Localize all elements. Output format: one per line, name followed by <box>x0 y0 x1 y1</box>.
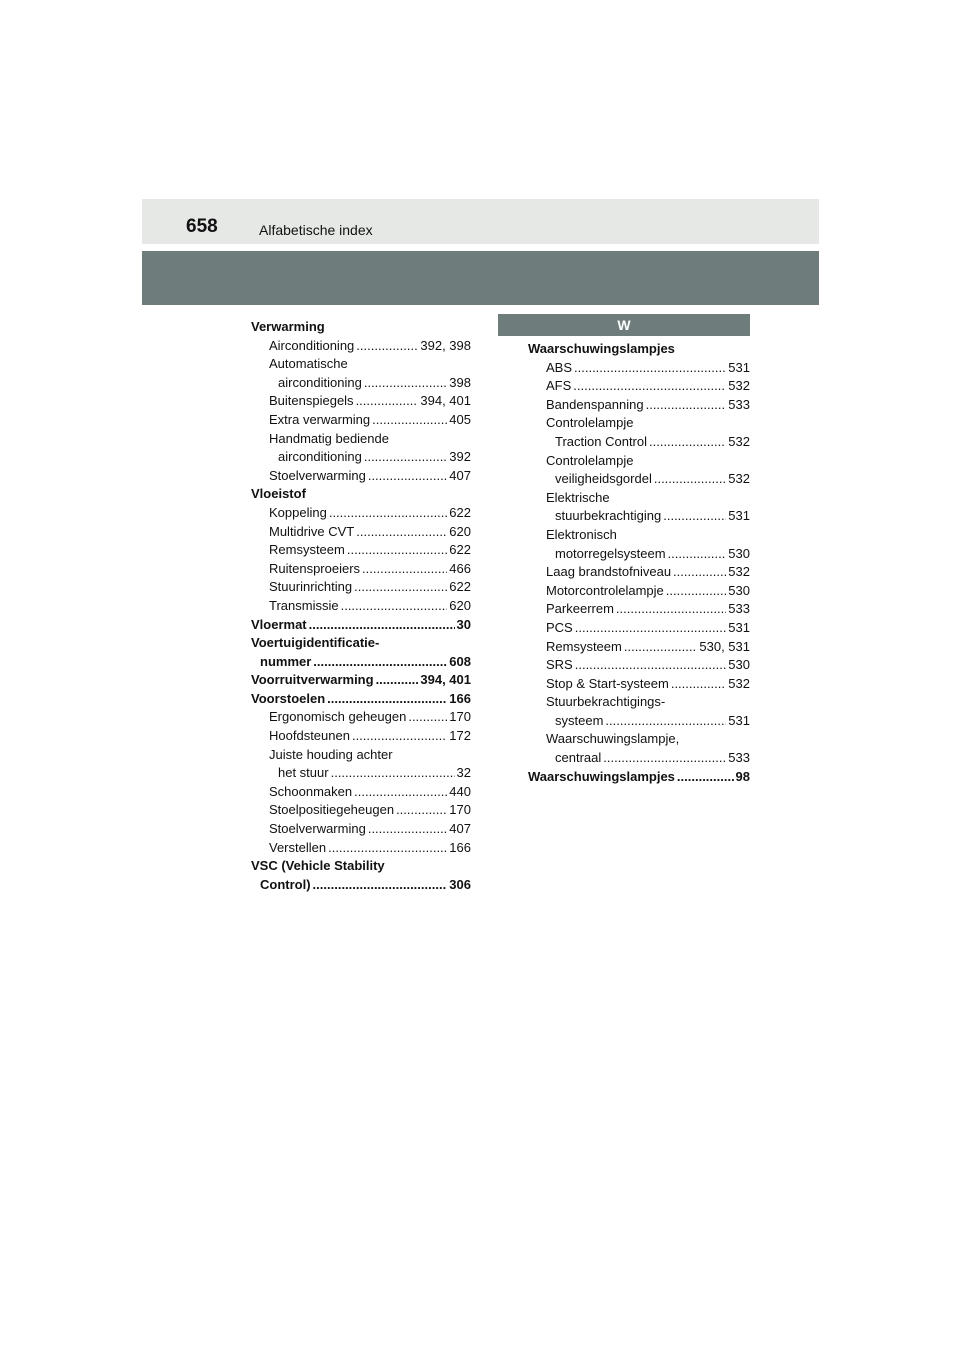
dot-leader <box>347 541 447 560</box>
index-entry <box>251 374 471 393</box>
index-entry-label: Traction Control <box>555 433 647 449</box>
index-entry-page[interactable]: 531 <box>728 712 750 728</box>
dot-leader <box>605 712 726 731</box>
index-entry-label: Handmatig bediende <box>269 430 389 446</box>
index-entry-page[interactable]: 398 <box>449 374 471 390</box>
index-entry-label: airconditioning <box>278 374 362 390</box>
index-entry <box>251 541 471 560</box>
index-entry-label: Extra verwarming <box>269 411 371 427</box>
index-entry-page[interactable]: 530 <box>728 657 750 673</box>
index-entry <box>251 318 471 337</box>
index-entry-page[interactable]: 532 <box>728 564 750 580</box>
dot-leader <box>646 396 727 415</box>
index-entry-page[interactable]: 407 <box>449 821 471 837</box>
index-entry-page[interactable]: 32 <box>456 765 471 781</box>
index-entry-page[interactable]: 622 <box>449 542 471 558</box>
index-entry-page[interactable]: 392 <box>449 449 471 465</box>
dot-leader <box>364 448 447 467</box>
index-entry-label: nummer <box>260 653 312 669</box>
dot-leader <box>671 675 726 694</box>
index-entry <box>528 377 750 396</box>
index-entry-label: Ruitensproeiers <box>269 560 361 576</box>
index-entry-page[interactable]: 532 <box>728 471 750 487</box>
index-entry <box>528 340 750 359</box>
index-entry-page[interactable]: 407 <box>449 467 471 483</box>
dot-leader <box>341 597 448 616</box>
index-entry-label: Voorstoelen <box>251 690 326 706</box>
dot-leader <box>575 656 727 675</box>
index-entry <box>528 489 750 508</box>
index-entry-label: Hoofdsteunen <box>269 728 350 744</box>
index-entry-page[interactable]: 166 <box>449 839 471 855</box>
index-entry-label: Schoonmaken <box>269 783 353 799</box>
index-entry-label: Laag brandstofniveau <box>546 564 672 580</box>
dot-leader <box>396 801 447 820</box>
index-entry <box>528 656 750 675</box>
index-entry <box>251 504 471 523</box>
index-entry-page[interactable]: 530 <box>728 545 750 561</box>
index-entry-label: Waarschuwingslampje, <box>546 731 680 747</box>
index-entry <box>251 355 471 374</box>
index-entry-label: Remsysteem <box>269 542 345 558</box>
index-entry-label: airconditioning <box>278 449 362 465</box>
index-entry-label: Elektrische <box>546 489 610 505</box>
dot-leader <box>663 507 726 526</box>
index-entry-label: Vloermat <box>251 616 307 632</box>
index-entry-label: centraal <box>555 750 602 766</box>
dot-leader <box>408 708 447 727</box>
index-entry <box>251 392 471 411</box>
index-entry-label: PCS <box>546 619 573 635</box>
index-entry-label: Voertuigidentificatie- <box>251 635 380 651</box>
index-entry-page[interactable]: 531 <box>728 619 750 635</box>
index-entry <box>251 801 471 820</box>
index-entry <box>528 526 750 545</box>
index-entry-page[interactable]: 620 <box>449 597 471 613</box>
index-entry-label: SRS <box>546 657 573 673</box>
index-entry-label: systeem <box>555 712 604 728</box>
dot-leader <box>624 638 698 657</box>
index-entry-page[interactable]: 166 <box>449 690 471 706</box>
index-entry-label: motorregelsysteem <box>555 545 666 561</box>
index-entry-label: Verstellen <box>269 839 327 855</box>
index-entry-label: Automatische <box>269 356 348 372</box>
index-entry-page[interactable]: 530 <box>728 582 750 598</box>
dot-leader <box>368 467 447 486</box>
index-entry-page[interactable]: 530, 531 <box>699 638 750 654</box>
index-entry-page[interactable]: 30 <box>456 616 471 632</box>
index-entry-label: VSC (Vehicle Stability <box>251 858 385 874</box>
index-entry-label: Multidrive CVT <box>269 523 355 539</box>
dot-leader <box>331 764 455 783</box>
dot-leader <box>329 504 447 523</box>
index-entry-label: veiligheidsgordel <box>555 471 652 487</box>
index-entry-label: Motorcontrolelampje <box>546 582 664 598</box>
index-entry-label: Ergonomisch geheugen <box>269 709 407 725</box>
index-entry-label: Controlelampje <box>546 415 634 431</box>
dot-leader <box>666 582 727 601</box>
index-entry <box>251 411 471 430</box>
index-entry <box>251 839 471 858</box>
dot-leader <box>354 578 447 597</box>
index-entry <box>251 764 471 783</box>
index-entry <box>251 820 471 839</box>
index-entry-label: Remsysteem <box>546 638 622 654</box>
index-column-left <box>251 318 471 894</box>
index-entry <box>528 452 750 471</box>
index-entry-page[interactable]: 405 <box>449 411 471 427</box>
index-entry-page[interactable]: 532 <box>728 675 750 691</box>
dot-leader <box>309 616 455 635</box>
index-entry-label: Elektronisch <box>546 526 617 542</box>
index-entry <box>528 507 750 526</box>
dot-leader <box>328 839 447 858</box>
index-entry-label: Stop & Start-systeem <box>546 675 669 691</box>
index-entry-page[interactable]: 170 <box>449 709 471 725</box>
dot-leader <box>356 523 447 542</box>
index-entry-label: Parkeerrem <box>546 601 614 617</box>
dot-leader <box>376 671 419 690</box>
index-entry <box>528 433 750 452</box>
dot-leader <box>313 653 447 672</box>
index-entry <box>528 470 750 489</box>
index-entry <box>251 634 471 653</box>
index-entry-page[interactable]: 170 <box>449 802 471 818</box>
index-entry-page[interactable]: 172 <box>449 728 471 744</box>
index-entry-page[interactable]: 531 <box>728 508 750 524</box>
index-entry <box>251 616 471 635</box>
index-entry-label: Waarschuwingslampjes <box>528 341 675 356</box>
index-entry-page[interactable]: 533 <box>728 396 750 412</box>
dot-leader <box>654 470 726 489</box>
index-entry-page[interactable]: 306 <box>449 876 471 892</box>
dot-leader <box>368 820 447 839</box>
index-entry <box>251 523 471 542</box>
dot-leader <box>327 690 447 709</box>
index-entry <box>528 749 750 768</box>
index-entry-page[interactable]: 533 <box>728 750 750 766</box>
dot-leader <box>677 768 734 787</box>
index-entry-page[interactable]: 394, 401 <box>420 393 471 409</box>
index-entry-label: Verwarming <box>251 319 325 334</box>
header-band <box>142 199 819 244</box>
index-entry <box>251 746 471 765</box>
index-entry <box>251 448 471 467</box>
dot-leader <box>354 783 447 802</box>
page-number: 658 <box>186 216 218 237</box>
dot-leader <box>356 392 419 411</box>
index-entry-label: Koppeling <box>269 504 327 520</box>
index-entry-page[interactable]: 98 <box>735 768 750 784</box>
index-entry <box>528 359 750 378</box>
index-entry-label: ABS <box>546 359 573 375</box>
index-entry <box>251 783 471 802</box>
index-entry-label: Buitenspiegels <box>269 393 354 409</box>
index-entry-label: AFS <box>546 378 572 394</box>
index-entry <box>528 638 750 657</box>
index-entry-label: stuurbekrachtiging <box>555 508 662 524</box>
dot-leader <box>649 433 726 452</box>
dot-leader <box>573 377 726 396</box>
index-column-right <box>528 340 750 786</box>
dot-leader <box>673 563 726 582</box>
index-entry <box>251 876 471 895</box>
dot-leader <box>313 876 448 895</box>
index-entry-label: Stoelverwarming <box>269 467 366 483</box>
index-entry-label: Waarschuwingslampjes <box>528 768 675 784</box>
index-entry <box>528 582 750 601</box>
index-entry-label: Controlelampje <box>546 452 634 468</box>
index-entry <box>528 693 750 712</box>
index-entry-page[interactable]: 620 <box>449 523 471 539</box>
section-band <box>142 251 819 305</box>
dot-leader <box>574 359 726 378</box>
index-entry <box>251 708 471 727</box>
index-entry-page[interactable]: 531 <box>728 359 750 375</box>
index-entry-label: Stoelpositiegeheugen <box>269 802 395 818</box>
index-entry-label: Vloeistof <box>251 486 306 502</box>
index-entry-page[interactable]: 608 <box>449 653 471 669</box>
dot-leader <box>364 374 447 393</box>
page-title: Alfabetische index <box>259 222 373 238</box>
index-entry <box>251 857 471 876</box>
index-entry-page[interactable]: 622 <box>449 504 471 520</box>
index-entry-page[interactable]: 533 <box>728 601 750 617</box>
dot-leader <box>362 560 447 579</box>
index-entry-page[interactable]: 466 <box>449 560 471 576</box>
index-entry <box>251 690 471 709</box>
index-entry <box>251 671 471 690</box>
index-entry-label: Bandenspanning <box>546 396 644 412</box>
index-entry-label: Voorruitverwarming <box>251 672 374 688</box>
index-entry-label: het stuur <box>278 765 329 781</box>
index-entry-label: Transmissie <box>269 597 339 613</box>
dot-leader <box>352 727 447 746</box>
index-entry-label: Juiste houding achter <box>269 746 393 762</box>
index-entry <box>528 619 750 638</box>
index-entry <box>251 727 471 746</box>
index-entry <box>251 560 471 579</box>
index-entry <box>251 430 471 449</box>
index-entry <box>528 768 750 787</box>
index-entry-page[interactable]: 532 <box>728 433 750 449</box>
index-entry <box>251 597 471 616</box>
index-entry <box>528 675 750 694</box>
index-entry-label: Stuurbekrachtigings- <box>546 694 666 710</box>
index-entry <box>528 414 750 433</box>
dot-leader <box>616 600 726 619</box>
index-entry-page[interactable]: 440 <box>449 783 471 799</box>
dot-leader <box>372 411 447 430</box>
index-entry-label: Stuurinrichting <box>269 579 353 595</box>
index-entry-page[interactable]: 392, 398 <box>420 337 471 353</box>
index-entry <box>251 653 471 672</box>
index-entry <box>251 467 471 486</box>
dot-leader <box>356 337 418 356</box>
index-entry-page[interactable]: 532 <box>728 378 750 394</box>
index-entry <box>528 396 750 415</box>
index-entry-page[interactable]: 622 <box>449 579 471 595</box>
index-entry <box>528 712 750 731</box>
index-entry <box>528 563 750 582</box>
index-entry <box>251 337 471 356</box>
section-letter: W <box>498 314 750 336</box>
index-entry-label: Control) <box>260 876 311 892</box>
index-entry <box>528 545 750 564</box>
dot-leader <box>575 619 727 638</box>
dot-leader <box>603 749 726 768</box>
index-entry-label: Airconditioning <box>269 337 355 353</box>
index-entry-label: Stoelverwarming <box>269 821 366 837</box>
index-entry <box>251 485 471 504</box>
index-entry <box>251 578 471 597</box>
index-entry <box>528 730 750 749</box>
dot-leader <box>668 545 727 564</box>
index-entry <box>528 600 750 619</box>
index-entry-page[interactable]: 394, 401 <box>420 672 471 688</box>
